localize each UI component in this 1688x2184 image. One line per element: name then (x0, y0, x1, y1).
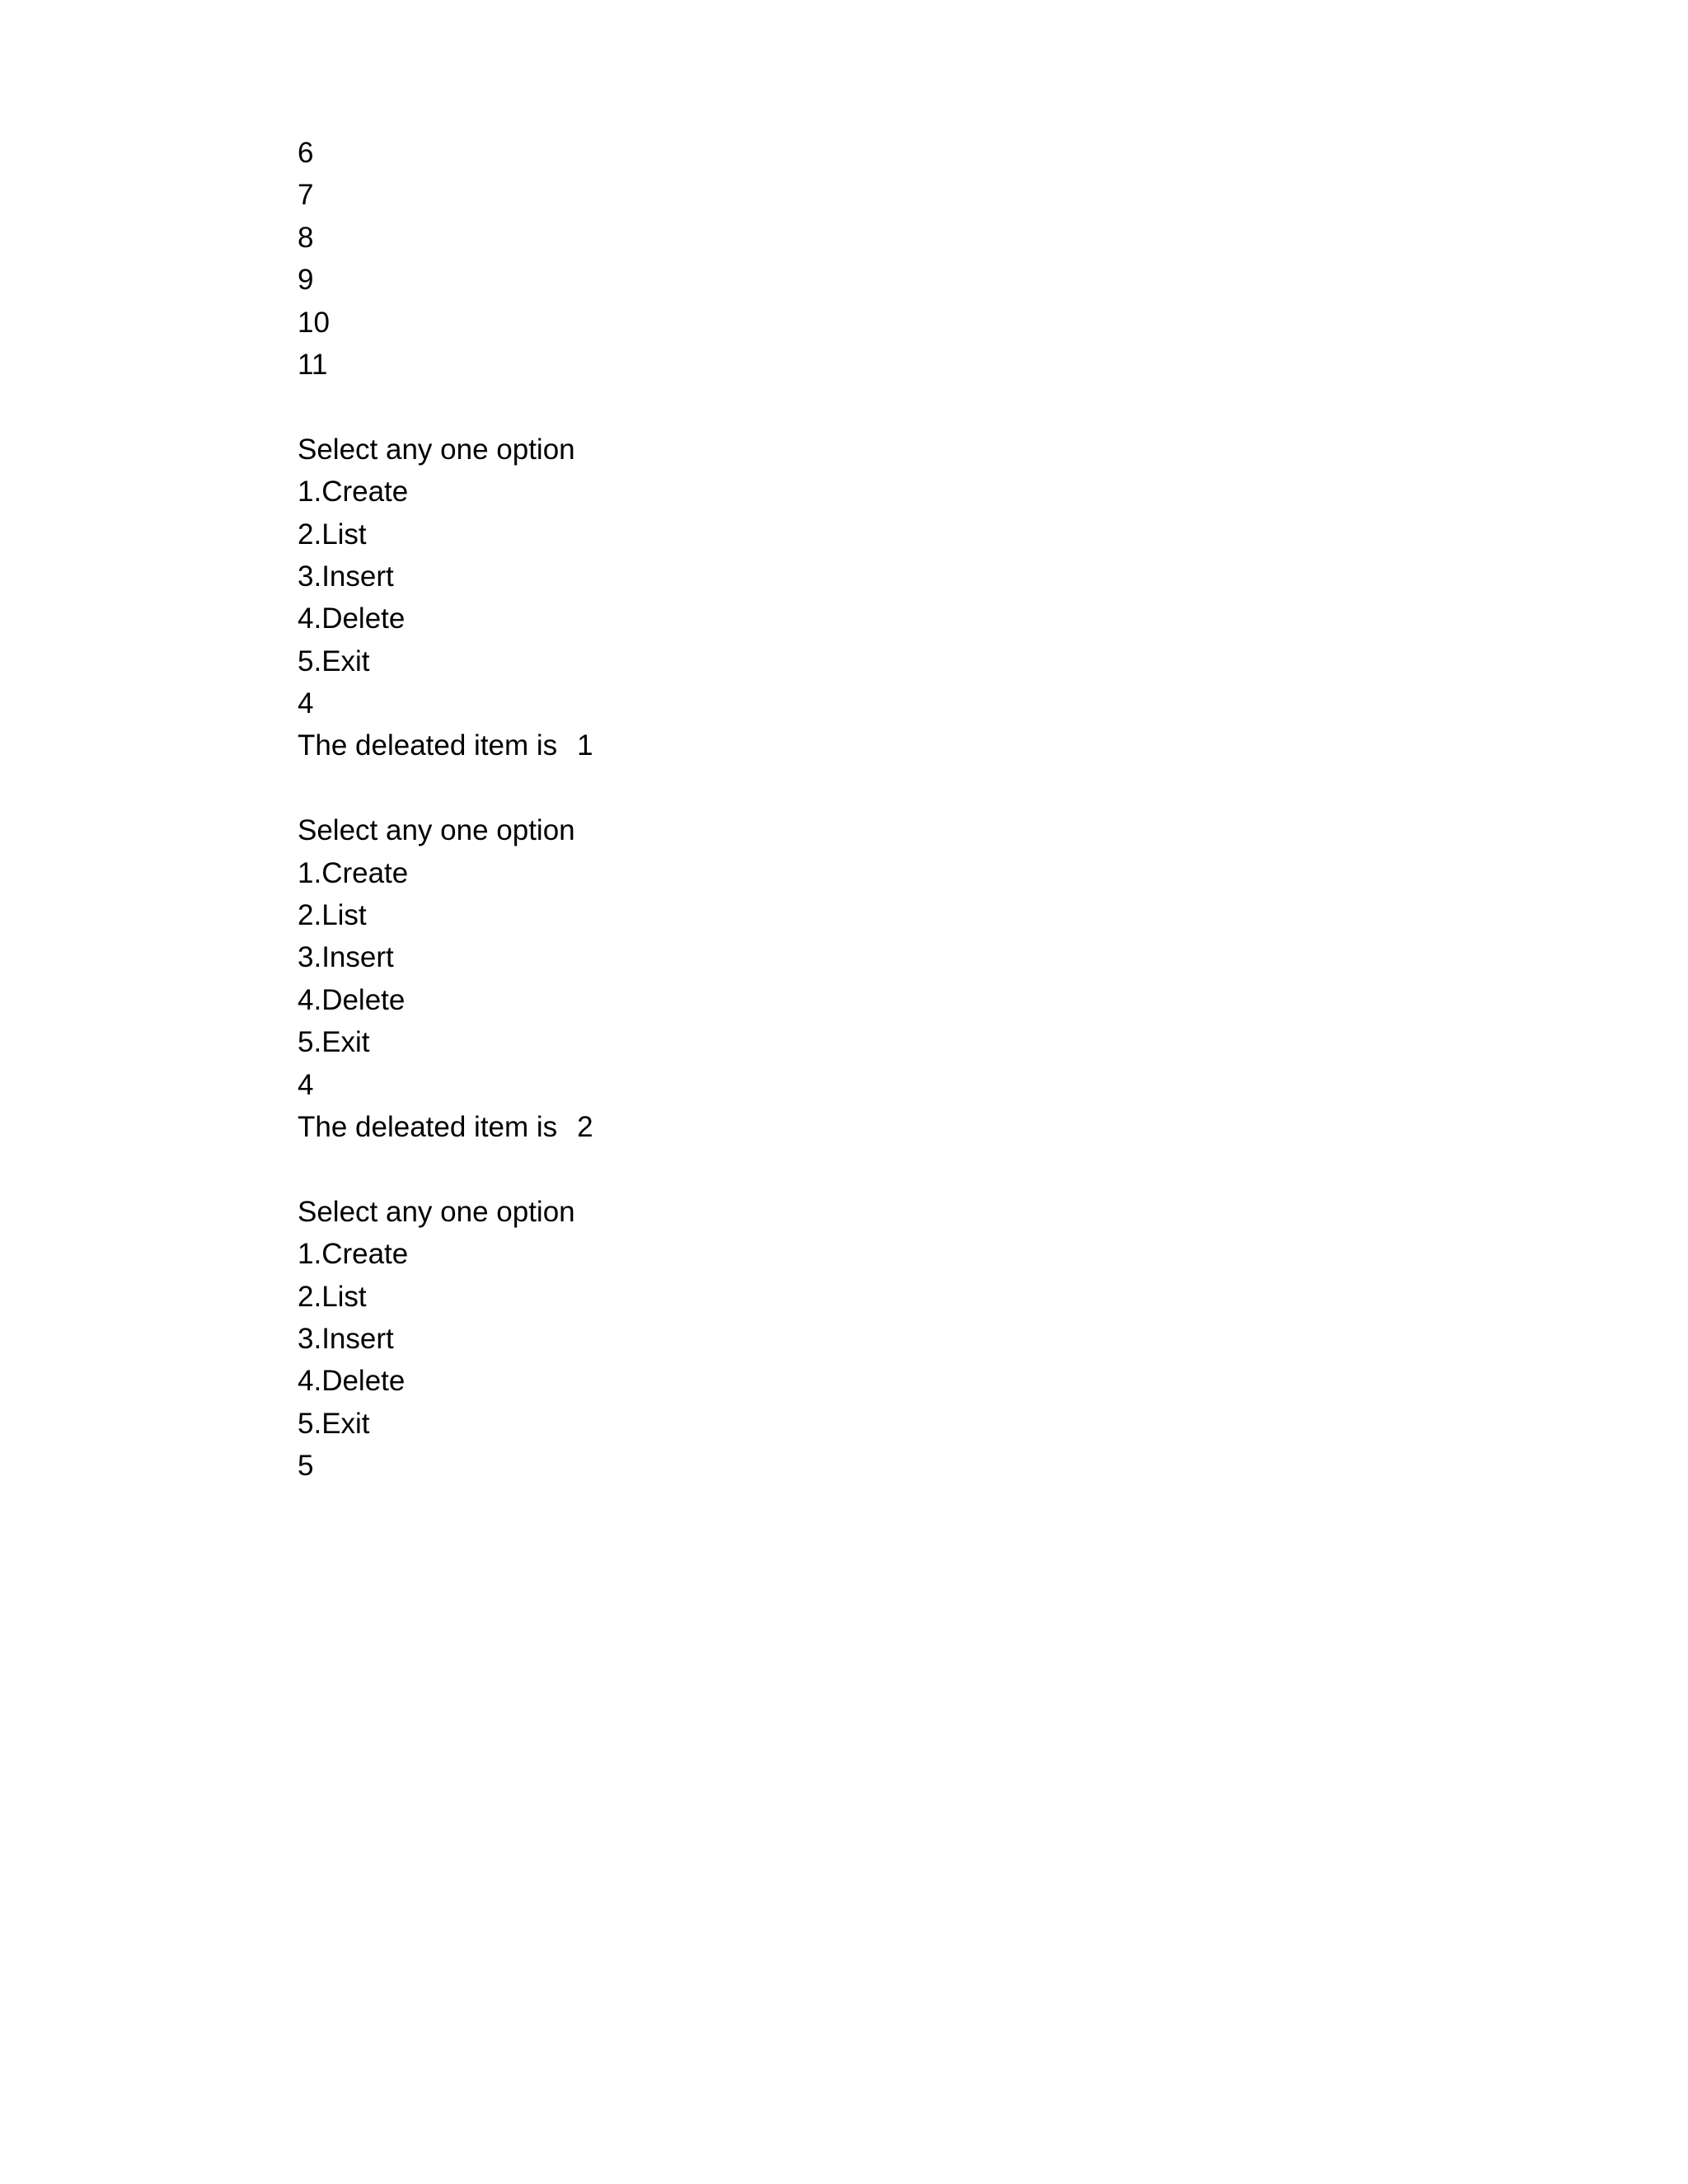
menu-option-delete: 4.Delete (298, 1365, 406, 1398)
program-output (298, 132, 1451, 1488)
menu-option-list: 2.List (298, 1280, 367, 1313)
menu-option-delete: 4.Delete (298, 983, 406, 1016)
output-number: 6 (298, 137, 314, 169)
blank-line (298, 767, 1451, 809)
menu-option-exit: 5.Exit (298, 1407, 370, 1440)
output-number: 9 (298, 264, 314, 297)
output-number: 7 (298, 179, 314, 212)
menu-block-1 (298, 429, 1451, 767)
delete-result-text: The deleated item is (298, 1110, 558, 1143)
menu-option-exit: 5.Exit (298, 644, 370, 677)
menu-option-insert: 3.Insert (298, 1322, 394, 1355)
output-number: 8 (298, 221, 314, 254)
menu-prompt: Select any one option (298, 814, 575, 847)
output-number: 11 (298, 348, 328, 381)
menu-option-list: 2.List (298, 518, 367, 551)
menu-option-insert: 3.Insert (298, 560, 394, 593)
blank-line (298, 386, 1451, 428)
menu-block-3 (298, 1191, 1451, 1488)
user-input: 4 (298, 1068, 314, 1101)
delete-result (298, 1106, 1451, 1148)
deleted-item-value: 1 (577, 729, 593, 762)
menu-option-exit: 5.Exit (298, 1026, 370, 1059)
deleted-item-value: 2 (577, 1110, 593, 1143)
user-input: 4 (298, 687, 314, 720)
delete-result-text: The deleated item is (298, 729, 558, 762)
delete-result (298, 724, 1451, 766)
output-number: 10 (298, 306, 330, 339)
menu-option-create: 1.Create (298, 476, 409, 509)
menu-prompt: Select any one option (298, 433, 575, 466)
blank-line (298, 1148, 1451, 1190)
menu-block-2 (298, 809, 1451, 1148)
menu-option-list: 2.List (298, 899, 367, 932)
user-input: 5 (298, 1450, 314, 1483)
menu-option-create: 1.Create (298, 1238, 409, 1271)
menu-option-create: 1.Create (298, 856, 409, 889)
menu-option-delete: 4.Delete (298, 602, 406, 635)
menu-option-insert: 3.Insert (298, 941, 394, 974)
menu-prompt: Select any one option (298, 1195, 575, 1228)
